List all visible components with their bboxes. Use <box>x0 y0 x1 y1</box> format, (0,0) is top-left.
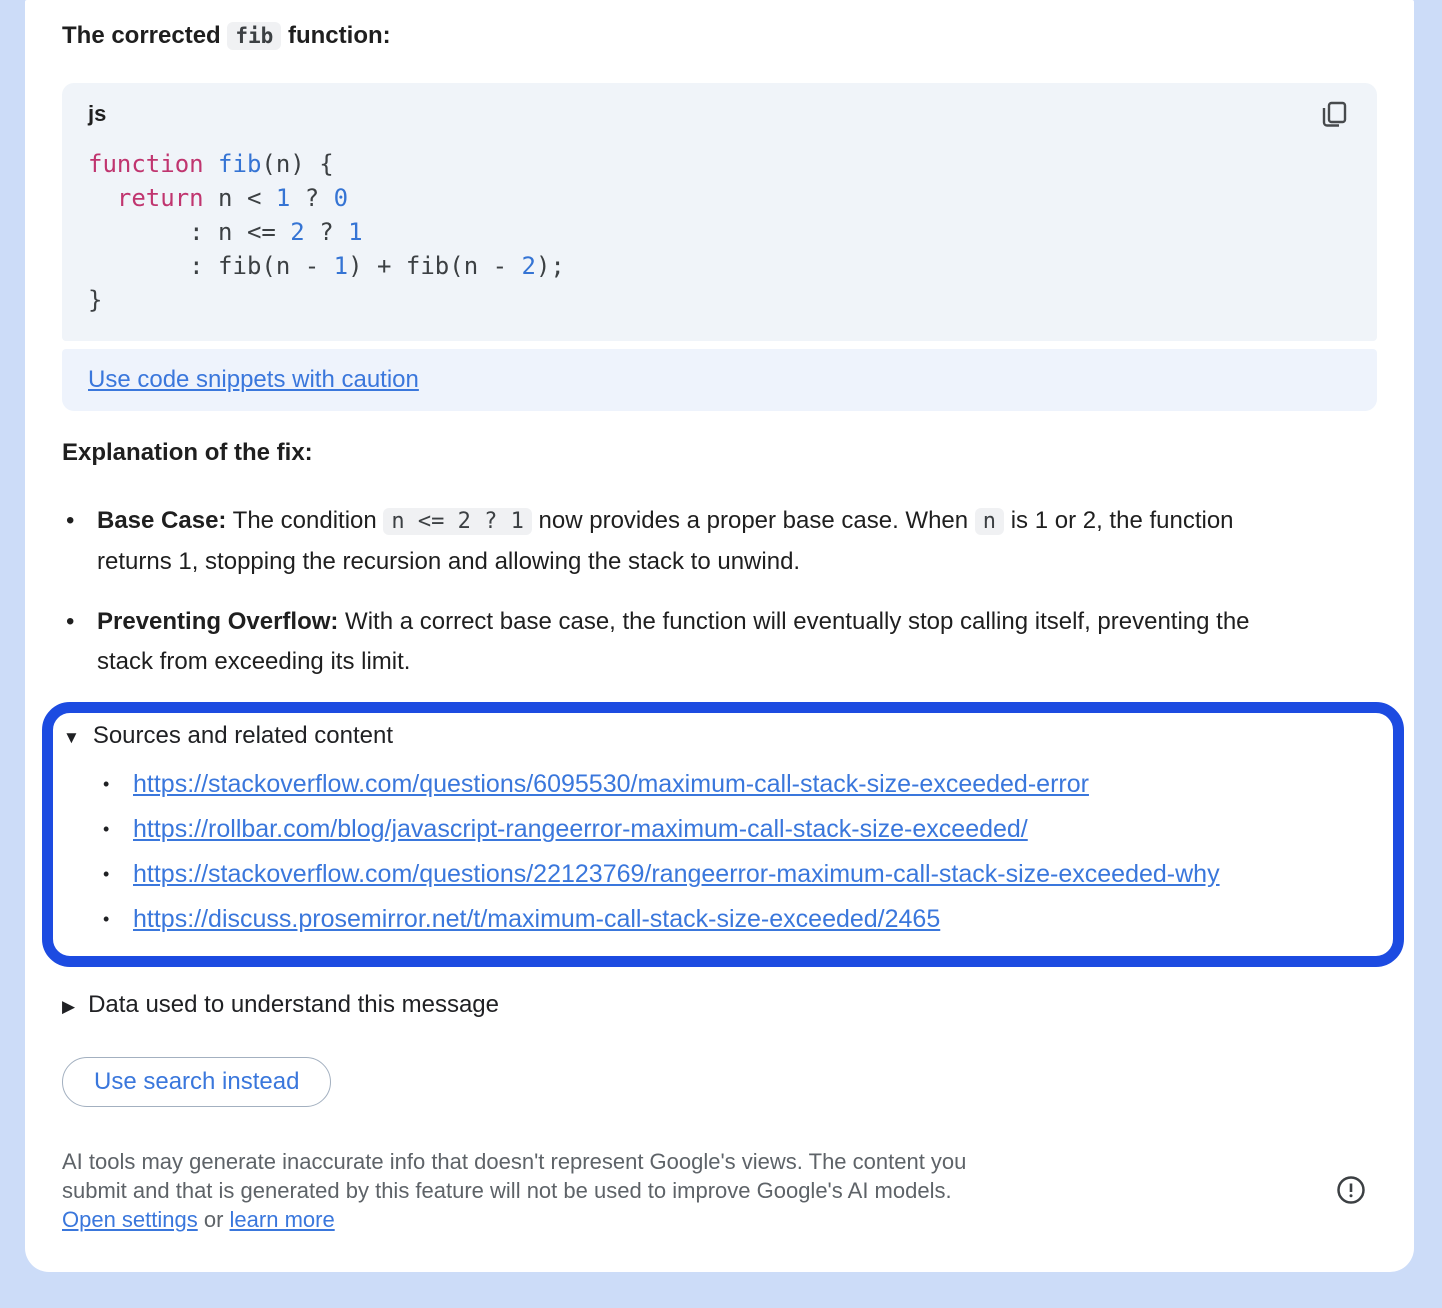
copy-code-button[interactable] <box>1317 97 1353 133</box>
intro-heading-pre: The corrected <box>62 22 228 49</box>
bullet-marker: • <box>66 608 75 635</box>
expand-triangle-icon: ▶ <box>62 996 76 1016</box>
source-links-list <box>63 762 1263 942</box>
explanation-bullet: • Base Case: The condition n <= 2 ? 1 now provides a proper base case. When n is 1 or 2, the function returns 1, stopping the recursion and allowing the stack to unwind. <box>62 501 1312 582</box>
explanation-bullets <box>62 501 1312 682</box>
code-line: : fib(n - 1) + fib(n - 2); <box>88 252 565 280</box>
ai-disclaimer <box>62 1147 1377 1234</box>
learn-more-link[interactable]: learn more <box>229 1207 335 1232</box>
code-language-label: js <box>88 101 107 126</box>
sources-toggle-label: Sources and related content <box>92 722 394 749</box>
open-settings-link[interactable]: Open settings <box>62 1207 198 1232</box>
code-line: function fib(n) { <box>88 150 334 178</box>
code-line: return n < 1 ? 0 <box>116 184 349 212</box>
code-caution-link[interactable]: Use code snippets with caution <box>88 366 419 393</box>
disclaimer-separator: or <box>197 1207 230 1232</box>
disclaimer-text <box>62 1147 1257 1205</box>
use-search-instead-button[interactable]: Use search instead <box>62 1057 331 1107</box>
explanation-heading: Explanation of the fix: <box>62 439 313 466</box>
copy-icon <box>1317 98 1353 132</box>
inline-code-fib: fib <box>227 22 281 50</box>
sources-highlight-annotation <box>42 702 1404 967</box>
source-link-item <box>103 762 1263 807</box>
intro-heading-post: function: <box>281 22 391 49</box>
bullet-marker: • <box>66 507 75 534</box>
source-link-item <box>103 852 1263 897</box>
ai-response-card <box>25 0 1414 1272</box>
data-used-toggle[interactable] <box>62 991 1377 1019</box>
disclaimer-line: submit and that is generated by this feature will not be used to improve Google's AI models. <box>62 1178 952 1203</box>
source-link[interactable]: https://stackoverflow.com/questions/6095530/maximum-call-stack-size-exceeded-error <box>133 770 1089 798</box>
code-lines <box>88 147 1351 317</box>
data-used-toggle-label: Data used to understand this message <box>88 991 499 1018</box>
explanation-bullet: • Preventing Overflow: With a correct base case, the function will eventually stop calling itself, preventing the stack from exceeding its limit. <box>62 602 1312 682</box>
collapse-triangle-icon: ▼ <box>63 727 80 747</box>
source-link-item <box>103 897 1263 942</box>
code-block <box>62 83 1377 341</box>
disclaimer-line: AI tools may generate inaccurate info that doesn't represent Google's views. The content you <box>62 1149 967 1174</box>
intro-heading <box>62 20 1377 52</box>
source-link[interactable]: https://rollbar.com/blog/javascript-rangeerror-maximum-call-stack-size-exceeded/ <box>133 815 1028 843</box>
link-bullet-marker: • <box>103 909 110 929</box>
disclaimer-links-line <box>62 1205 1257 1234</box>
source-link[interactable]: https://discuss.prosemirror.net/t/maximum-call-stack-size-exceeded/2465 <box>133 905 941 933</box>
info-icon[interactable] <box>1335 1174 1367 1206</box>
source-link-item <box>103 807 1263 852</box>
code-line: } <box>88 286 103 314</box>
link-bullet-marker: • <box>103 864 110 884</box>
link-bullet-marker: • <box>103 774 110 794</box>
code-line: : n <= 2 ? 1 <box>88 218 363 246</box>
source-link[interactable]: https://stackoverflow.com/questions/22123769/rangeerror-maximum-call-stack-size-exceeded-why <box>133 860 1220 888</box>
link-bullet-marker: • <box>103 819 110 839</box>
sources-toggle[interactable] <box>63 722 1373 750</box>
code-caution-bar <box>62 349 1377 411</box>
